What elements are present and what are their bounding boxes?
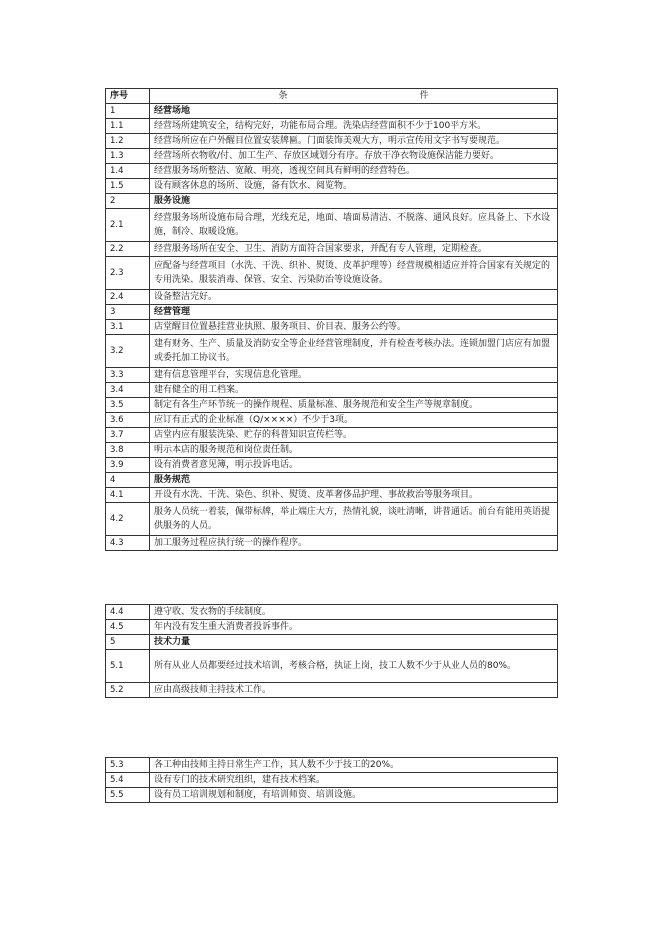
condition-text: 店堂醒目位置悬挂营业执照、服务项目、价目表、服务公约等。 xyxy=(150,320,558,335)
condition-text: 开设有水洗、干洗、染色、织补、熨烫、皮革奢侈品护理、事故救治等服务项目。 xyxy=(150,488,558,503)
row-number: 5.2 xyxy=(106,683,150,698)
table-row xyxy=(106,257,558,290)
table-row xyxy=(106,149,558,164)
row-number: 5.1 xyxy=(106,650,150,683)
condition-text: 设有顾客休息的场所、设施，备有饮水、阅览物。 xyxy=(150,179,558,194)
table-row xyxy=(106,650,558,683)
row-number: 4.1 xyxy=(106,488,150,503)
condition-text: 各工种由技师主持日常生产工作，其人数不少于技工的20%。 xyxy=(150,758,558,773)
condition-text: 建有财务、生产、质量及消防安全等企业经营管理制度，并有检查考核办法。连锁加盟门店应有加盟或委托加工协议书。 xyxy=(150,335,558,368)
row-number: 4 xyxy=(106,473,150,488)
condition-text: 经营服务场所设施布局合理，光线充足，地面、墙面易清洁、不脱落、通风良好。应具备上、下水设施，制冷、取暖设施。 xyxy=(150,209,558,242)
row-number: 3.1 xyxy=(106,320,150,335)
table-row xyxy=(106,383,558,398)
table-row xyxy=(106,620,558,635)
table-row xyxy=(106,320,558,335)
condition-text: 制定有各生产环节统一的操作规程、质量标准、服务规范和安全生产等规章制度。 xyxy=(150,398,558,413)
row-number: 4.3 xyxy=(106,536,150,551)
condition-text: 建有信息管理平台，实现信息化管理。 xyxy=(150,368,558,383)
table-row xyxy=(106,605,558,620)
table-row xyxy=(106,164,558,179)
table-row xyxy=(106,773,558,788)
table-row xyxy=(106,788,558,803)
table-row xyxy=(106,335,558,368)
condition-text: 经营场所应在户外醒目位置安装牌匾。门面装饰美观大方，明示宣传用文字书写要规范。 xyxy=(150,134,558,149)
table-row xyxy=(106,119,558,134)
condition-text: 店堂内应有服装洗染、贮存的科普知识宣传栏等。 xyxy=(150,428,558,443)
condition-text: 设有消费者意见簿，明示投诉电话。 xyxy=(150,458,558,473)
header-cond: 条 件 xyxy=(278,91,429,101)
table-row xyxy=(106,443,558,458)
conditions-table-part3 xyxy=(105,757,558,803)
section-title: 服务设施 xyxy=(150,194,558,209)
condition-text: 设有专门的技术研究组织，建有技术档案。 xyxy=(150,773,558,788)
row-number: 1.5 xyxy=(106,179,150,194)
header-seq: 序号 xyxy=(106,89,150,104)
section-row xyxy=(106,104,558,119)
row-number: 5.3 xyxy=(106,758,150,773)
condition-text: 应由高级技师主持技术工作。 xyxy=(150,683,558,698)
table-row xyxy=(106,242,558,257)
section-title: 服务规范 xyxy=(150,473,558,488)
condition-text: 经营场所建筑安全，结构完好，功能布局合理。洗染店经营面积不少于100平方米。 xyxy=(150,119,558,134)
table-row xyxy=(106,758,558,773)
row-number: 2.1 xyxy=(106,209,150,242)
table-row xyxy=(106,458,558,473)
table-row xyxy=(106,134,558,149)
table-row xyxy=(106,290,558,305)
condition-text: 建有健全的用工档案。 xyxy=(150,383,558,398)
conditions-table-part1 xyxy=(105,88,558,551)
condition-text: 经营服务场所在安全、卫生、消防方面符合国家要求，并配有专人管理，定期检查。 xyxy=(150,242,558,257)
row-number: 3.2 xyxy=(106,335,150,368)
row-number: 3.4 xyxy=(106,383,150,398)
row-number: 3.5 xyxy=(106,398,150,413)
condition-text: 明示本店的服务规范和岗位责任制。 xyxy=(150,443,558,458)
row-number: 3 xyxy=(106,305,150,320)
row-number: 3.6 xyxy=(106,413,150,428)
table-row xyxy=(106,209,558,242)
condition-text: 年内没有发生重大消费者投诉事件。 xyxy=(150,620,558,635)
condition-text: 设有员工培训规划和制度，有培训师资、培训设施。 xyxy=(150,788,558,803)
row-number: 1.1 xyxy=(106,119,150,134)
condition-text: 所有从业人员都要经过技术培训，考核合格，执证上岗，技工人数不少于从业人员的80%。 xyxy=(150,650,558,683)
condition-text: 经营场所衣物收/付、加工生产、存放区域划分有序。存放干净衣物设施保洁能力要好。 xyxy=(150,149,558,164)
table-row xyxy=(106,179,558,194)
row-number: 5.5 xyxy=(106,788,150,803)
row-number: 5 xyxy=(106,635,150,650)
section-row xyxy=(106,305,558,320)
row-number: 4.4 xyxy=(106,605,150,620)
table-row xyxy=(106,368,558,383)
row-number: 2.4 xyxy=(106,290,150,305)
row-number: 1.3 xyxy=(106,149,150,164)
condition-text: 加工服务过程应执行统一的操作程序。 xyxy=(150,536,558,551)
row-number: 2 xyxy=(106,194,150,209)
condition-text: 应配备与经营项目（水洗、干洗、织补、熨烫、皮革护理等）经营规模相适应并符合国家有关规定的专用洗染、服装消毒、保管、安全、污染防治等设施设备。 xyxy=(150,257,558,290)
section-title: 经营场地 xyxy=(150,104,558,119)
section-row xyxy=(106,635,558,650)
row-number: 3.3 xyxy=(106,368,150,383)
table-row xyxy=(106,428,558,443)
conditions-table-part2 xyxy=(105,604,558,698)
row-number: 5.4 xyxy=(106,773,150,788)
row-number: 3.8 xyxy=(106,443,150,458)
section-title: 经营管理 xyxy=(150,305,558,320)
row-number: 1.2 xyxy=(106,134,150,149)
row-number: 1.4 xyxy=(106,164,150,179)
table-row xyxy=(106,398,558,413)
table-row xyxy=(106,488,558,503)
section-row xyxy=(106,473,558,488)
row-number: 2.3 xyxy=(106,257,150,290)
condition-text: 服务人员统一着装，佩带标牌，举止端庄大方，热情礼貌，谈吐清晰，讲普通话。前台有能用英语提供服务的人员。 xyxy=(150,503,558,536)
condition-text: 遵守收、发衣物的手续制度。 xyxy=(150,605,558,620)
row-number: 4.2 xyxy=(106,503,150,536)
table-row xyxy=(106,536,558,551)
row-number: 1 xyxy=(106,104,150,119)
table-row xyxy=(106,413,558,428)
row-number: 4.5 xyxy=(106,620,150,635)
condition-text: 经营服务场所整洁、宽敞、明亮，透视空间具有鲜明的经营特色。 xyxy=(150,164,558,179)
section-row xyxy=(106,194,558,209)
table-row xyxy=(106,503,558,536)
row-number: 3.9 xyxy=(106,458,150,473)
condition-text: 设备整洁完好。 xyxy=(150,290,558,305)
condition-text: 应订有正式的企业标准（Q/××××）不少于3项。 xyxy=(150,413,558,428)
section-title: 技术力量 xyxy=(150,635,558,650)
row-number: 2.2 xyxy=(106,242,150,257)
row-number: 3.7 xyxy=(106,428,150,443)
table-row xyxy=(106,683,558,698)
